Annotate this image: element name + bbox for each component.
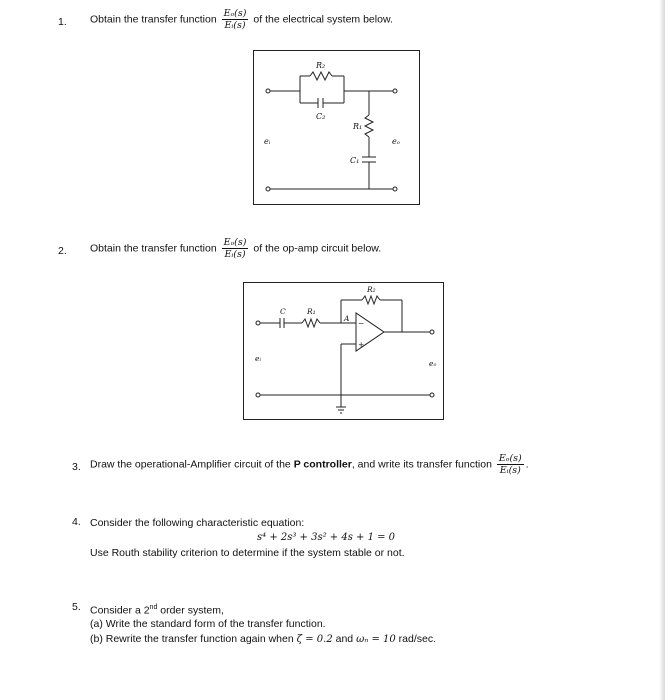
q2-frac-num: Eₒ(s) [223,237,247,248]
circuit-2-frame [243,282,444,420]
c1-output-terminal-bottom [393,187,397,191]
c2-label-c: C [280,307,286,316]
q5-line1-post: order system, [157,604,224,617]
c1-label-r2: R₂ [316,61,326,70]
circuit-1-frame [253,50,420,205]
c1-label-ei: eᵢ [264,137,271,146]
q5-part-a: (a) Write the standard form of the transfer function. [90,618,326,630]
q5-line1 [90,601,224,618]
c1-label-c1: C₁ [350,156,360,165]
q1-frac-den: Eᵢ(s) [224,20,246,31]
q2-text [90,237,381,260]
q4-number: 4. [72,516,81,528]
c1-label-eo: eₒ [392,137,400,146]
c1-input-terminal-bottom [266,187,270,191]
q1-post: of the electrical system below. [253,13,393,26]
q5-number: 5. [72,601,81,613]
q1-fraction [222,8,249,31]
c2-label-minus: − [358,319,365,328]
c2-label-eo: eₒ [429,359,437,368]
q3-text [90,453,529,476]
q5-b-and: and [335,633,354,645]
c1-label-c2: C₂ [316,112,326,121]
q3-bold: P controller [293,458,352,471]
c2-label-a: A [344,314,350,323]
q5-line1-sup: nd [149,604,158,611]
c2-input-terminal-bottom [256,393,260,397]
circuit-2-diagram [244,283,443,419]
c2-output-terminal-top [430,330,434,334]
c2-label-plus: + [358,340,365,349]
q4-line2: Use Routh stability criterion to determine if the system stable or not. [90,547,405,559]
q4-equation: s⁴ + 2s³ + 3s² + 4s + 1 = 0 [257,532,396,543]
q5-b-zeta: ζ = 0.2 [296,634,333,645]
q5-part-b [90,632,436,647]
c2-label-r2: R₂ [367,285,376,294]
q3-pre: Draw the operational-Amplifier circuit of the [90,458,291,471]
page-edge-shadow [659,0,665,700]
c1-output-terminal-top [393,89,397,93]
q1-pre: Obtain the transfer function [90,13,217,26]
q1-text [90,8,393,31]
q1-frac-num: Eₒ(s) [223,8,247,19]
q4-line1: Consider the following characteristic equation: [90,517,305,529]
q5-line1-pre: Consider a 2 [90,604,150,617]
q5-b-pre: (b) Rewrite the transfer function again when [90,633,294,645]
q3-frac-num: Eₒ(s) [498,453,522,464]
c2-output-terminal-bottom [430,393,434,397]
c2-label-r1: R₁ [307,307,316,316]
circuit-1-diagram [254,51,419,204]
q3-frac-den: Eᵢ(s) [499,465,521,476]
q3-number: 3. [72,461,81,473]
q5-b-post: rad/sec. [398,633,437,645]
q2-frac-den: Eᵢ(s) [224,249,246,260]
c2-input-terminal-top [256,321,260,325]
q1-number: 1. [58,16,67,28]
q3-post: , and write its transfer function [351,458,492,471]
q2-post: of the op-amp circuit below. [253,242,382,255]
q5-b-omega: ωₙ = 10 [356,634,396,645]
q2-fraction [222,237,249,260]
c1-label-r1: R₁ [353,122,363,131]
q2-number: 2. [58,245,67,257]
c1-input-terminal-top [266,89,270,93]
q2-pre: Obtain the transfer function [90,242,217,255]
q3-end: . [525,458,529,471]
q3-fraction [497,453,524,476]
c2-label-ei: eᵢ [255,354,261,363]
